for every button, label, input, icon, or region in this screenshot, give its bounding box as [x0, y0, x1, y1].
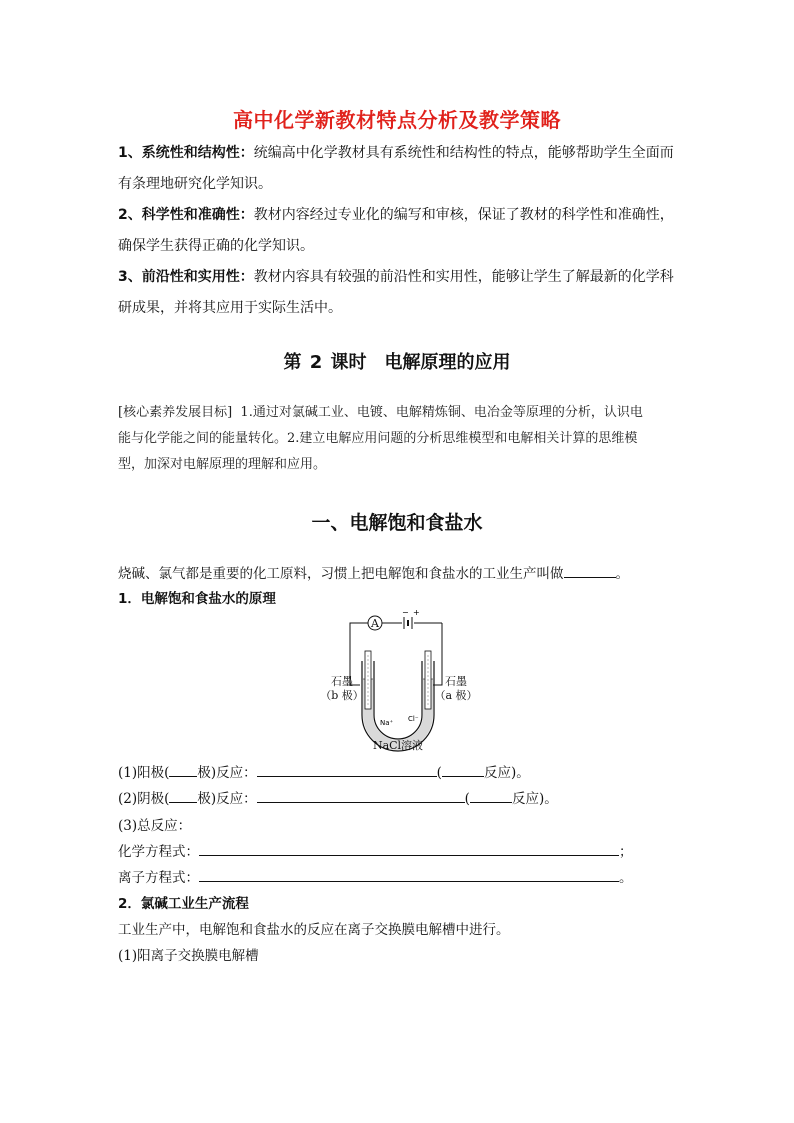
ion-na: Na⁺	[380, 719, 394, 727]
feature-2-line2: 确保学生获得正确的化学知识。	[118, 237, 314, 254]
chem-end: ；	[619, 844, 633, 860]
chem-equation-line	[118, 840, 633, 860]
total-reaction-heading: (3)总反应：	[118, 818, 192, 834]
feature-1	[118, 138, 678, 199]
feature-1-heading: 1、系统性和结构性：	[118, 145, 254, 161]
ammeter-icon	[368, 616, 382, 630]
intro-line	[118, 562, 629, 582]
anode-line	[118, 761, 530, 781]
feature-1-line1: 统编高中化学教材具有系统性和结构性的特点，能够帮助学生全面而	[253, 145, 674, 161]
feature-2-line1: 教材内容经过专业化的编写和审核，保证了教材的科学性和准确性，	[253, 207, 674, 223]
cathode-line	[118, 787, 558, 807]
electrode-b-icon	[365, 651, 371, 709]
cathode-pole-blank[interactable]	[169, 790, 197, 803]
anode-equation-blank[interactable]	[257, 764, 437, 777]
chem-equation-blank[interactable]	[199, 843, 619, 856]
cathode-type-blank[interactable]	[470, 790, 512, 803]
svg-text:−: −	[402, 608, 409, 617]
anode-prefix: (1)阳极(	[118, 765, 170, 781]
anode-type-blank[interactable]	[442, 764, 484, 777]
ion-labels	[380, 715, 419, 727]
electrolysis-diagram	[318, 607, 478, 757]
lesson-title	[0, 348, 794, 374]
left-electrode-label-2: （b 极）	[320, 689, 364, 702]
process-sub-heading: (1)阳离子交换膜电解槽	[118, 948, 259, 964]
feature-3-heading: 3、前沿性和实用性：	[118, 269, 254, 285]
principle-heading: 1．电解饱和食盐水的原理	[118, 591, 276, 607]
document-title: 高中化学新教材特点分析及教学策略	[233, 108, 561, 132]
ion-equation-line	[118, 866, 633, 886]
anode-paren: (	[436, 765, 442, 781]
cathode-mid: 极)反应：	[197, 791, 257, 807]
feature-3	[118, 262, 678, 323]
anode-pole-blank[interactable]	[169, 764, 197, 777]
cathode-paren: (	[464, 791, 470, 807]
goals-label: [核心素养发展目标]	[118, 405, 233, 420]
anode-suffix: 反应)。	[483, 765, 530, 781]
ion-cl: Cl⁻	[408, 715, 419, 723]
solution-label: NaCl溶液	[372, 739, 424, 752]
feature-1-line2: 有条理地研究化学知识。	[118, 175, 272, 192]
feature-2-heading: 2、科学性和准确性：	[118, 207, 254, 223]
feature-3-line2: 研成果，并将其应用于实际生活中。	[118, 299, 342, 316]
lesson-name: 电解原理的应用	[384, 352, 511, 373]
process-heading: 2．氯碱工业生产流程	[118, 896, 249, 912]
feature-2	[118, 200, 678, 261]
core-goals	[118, 400, 678, 478]
ion-end: 。	[619, 870, 633, 886]
u-tube-icon	[362, 661, 434, 751]
right-electrode-label-2: （a 极）	[434, 689, 478, 702]
intro-text: 烧碱、氯气都是重要的化工原料，习惯上把电解饱和食盐水的工业生产叫做	[118, 566, 564, 582]
anode-mid: 极)反应：	[197, 765, 257, 781]
electrode-a-icon	[425, 651, 431, 709]
cathode-prefix: (2)阴极(	[118, 791, 170, 807]
intro-end: 。	[615, 566, 629, 582]
intro-blank[interactable]	[564, 565, 616, 578]
left-electrode-label-1: 石墨	[331, 675, 353, 688]
cathode-equation-blank[interactable]	[257, 790, 465, 803]
goals-line2: 能与化学能之间的能量转化。2.建立电解应用问题的分析思维模型和电解相关计算的思维模	[118, 431, 638, 446]
chem-label: 化学方程式：	[118, 844, 199, 860]
cathode-suffix: 反应)。	[511, 791, 558, 807]
ammeter-label: A	[371, 617, 379, 630]
goals-line3: 型，加深对电解原理的理解和应用。	[118, 457, 327, 472]
process-text: 工业生产中，电解饱和食盐水的反应在离子交换膜电解槽中进行。	[118, 922, 510, 938]
ion-equation-blank[interactable]	[199, 869, 619, 882]
right-electrode-label-1: 石墨	[445, 675, 467, 688]
ion-label: 离子方程式：	[118, 870, 199, 886]
battery-icon	[402, 608, 420, 629]
section-title: 一、电解饱和食盐水	[311, 512, 483, 534]
feature-3-line1: 教材内容具有较强的前沿性和实用性，能够让学生了解最新的化学科	[253, 269, 674, 285]
lesson-number: 第 2 课时	[283, 352, 367, 373]
svg-text:+: +	[413, 608, 420, 617]
goals-line1: 1.通过对氯碱工业、电镀、电解精炼铜、电冶金等原理的分析，认识电	[240, 405, 643, 420]
